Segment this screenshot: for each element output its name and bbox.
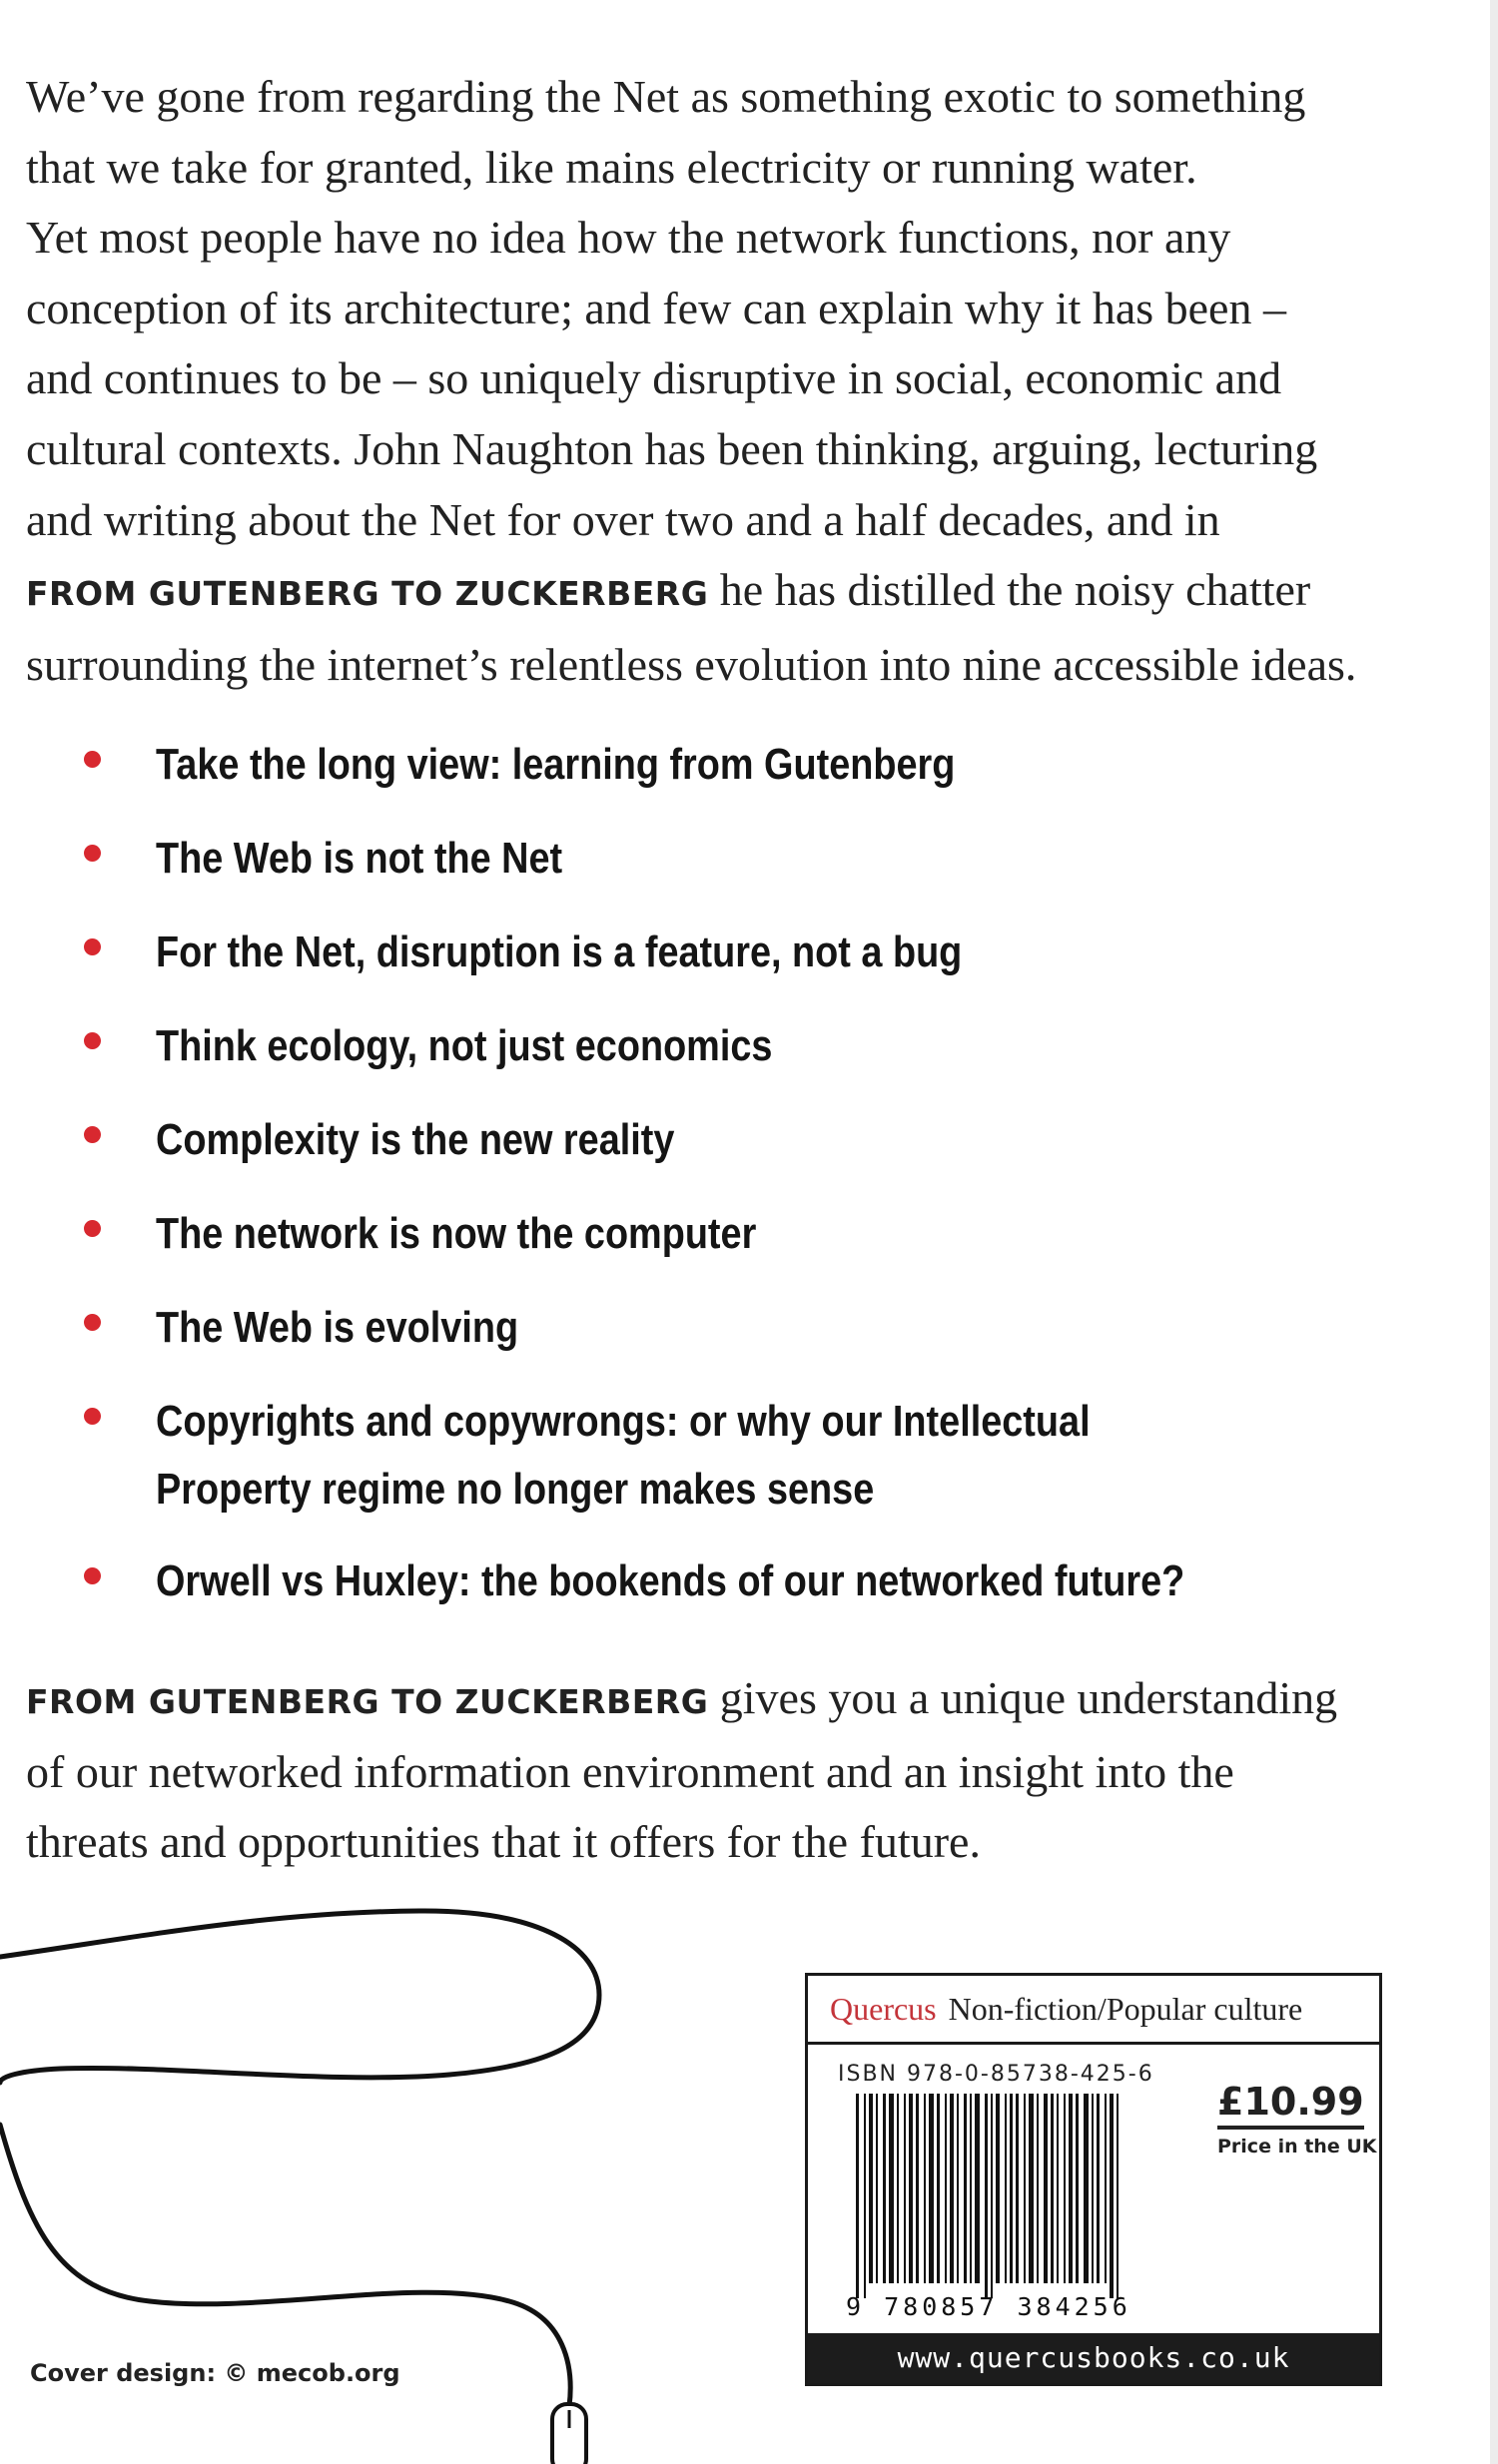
idea-text: Take the long view: learning from Gutenberg [156, 740, 956, 789]
barcode-box [805, 1973, 1382, 2386]
intro-line: We’ve gone from regarding the Net as something exotic to something [26, 71, 1306, 122]
intro-line: cultural contexts. John Naughton has been thinking, arguing, lecturing [26, 422, 1318, 474]
barcode-digits: 9 780857 384256 [846, 2292, 1131, 2318]
idea-text: Complexity is the new reality [156, 1115, 675, 1164]
mouse-icon [552, 2404, 586, 2464]
idea-text: The Web is not the Net [156, 834, 563, 883]
isbn-label: ISBN 978-0-85738-425-6 [838, 2062, 1154, 2087]
price-block [1217, 2080, 1377, 2157]
book-title: FROM GUTENBERG TO ZUCKERBERG [26, 574, 709, 614]
barcode-graphic [826, 2094, 1215, 2318]
intro-line [26, 555, 1424, 630]
price: £10.99 [1217, 2080, 1364, 2130]
intro-line: and continues to be – so uniquely disruptive in social, economic and [26, 352, 1282, 404]
bullet-icon [84, 1032, 101, 1049]
bullet-icon [84, 845, 101, 862]
bullet-icon [84, 938, 101, 955]
outro-line-rest: gives you a unique understanding [708, 1672, 1338, 1723]
cover-design-credit: Cover design: © mecob.org [30, 2359, 400, 2387]
idea-text: For the Net, disruption is a feature, not a bug [156, 927, 963, 976]
outro-line: of our networked information environment and an insight into the [26, 1746, 1234, 1797]
bullet-icon [84, 751, 101, 768]
intro-line-rest: he has distilled the noisy chatter [708, 564, 1311, 616]
price-note: Price in the UK [1217, 2136, 1377, 2157]
intro-line: surrounding the internet’s relentless evolution into nine accessible ideas. [26, 638, 1357, 690]
bullet-icon [84, 1314, 101, 1331]
barcode-bars [856, 2094, 1119, 2298]
intro-paragraph [26, 62, 1424, 700]
idea-text: Copyrights and copywrongs: or why our Intellectual [156, 1397, 1091, 1446]
category-label: Non-fiction/Popular culture [948, 1991, 1303, 2027]
idea-text: Think ecology, not just economics [156, 1021, 773, 1070]
book-title: FROM GUTENBERG TO ZUCKERBERG [26, 1682, 709, 1721]
bullet-icon [84, 1567, 101, 1584]
page-edge [1490, 0, 1498, 2464]
publisher-header [808, 1976, 1379, 2045]
idea-text: Orwell vs Huxley: the bookends of our networked future? [156, 1556, 1185, 1605]
publisher-website: www.quercusbooks.co.uk [808, 2333, 1379, 2383]
bullet-icon [84, 1408, 101, 1425]
idea-text: The Web is evolving [156, 1303, 519, 1352]
intro-line: that we take for granted, like mains electricity or running water. [26, 141, 1197, 193]
bullet-icon [84, 1220, 101, 1237]
intro-line: Yet most people have no idea how the network functions, nor any [26, 212, 1231, 264]
outro-paragraph [26, 1663, 1424, 1877]
intro-line: and writing about the Net for over two and a half decades, and in [26, 493, 1220, 545]
intro-line: conception of its architecture; and few can explain why it has been – [26, 282, 1286, 333]
bullet-icon [84, 1126, 101, 1143]
publisher-name: Quercus [830, 1991, 937, 2027]
outro-line: threats and opportunities that it offers for the future. [26, 1816, 981, 1867]
outro-line [26, 1663, 1424, 1737]
idea-text: Property regime no longer makes sense [156, 1465, 875, 1514]
idea-text: The network is now the computer [156, 1209, 757, 1258]
